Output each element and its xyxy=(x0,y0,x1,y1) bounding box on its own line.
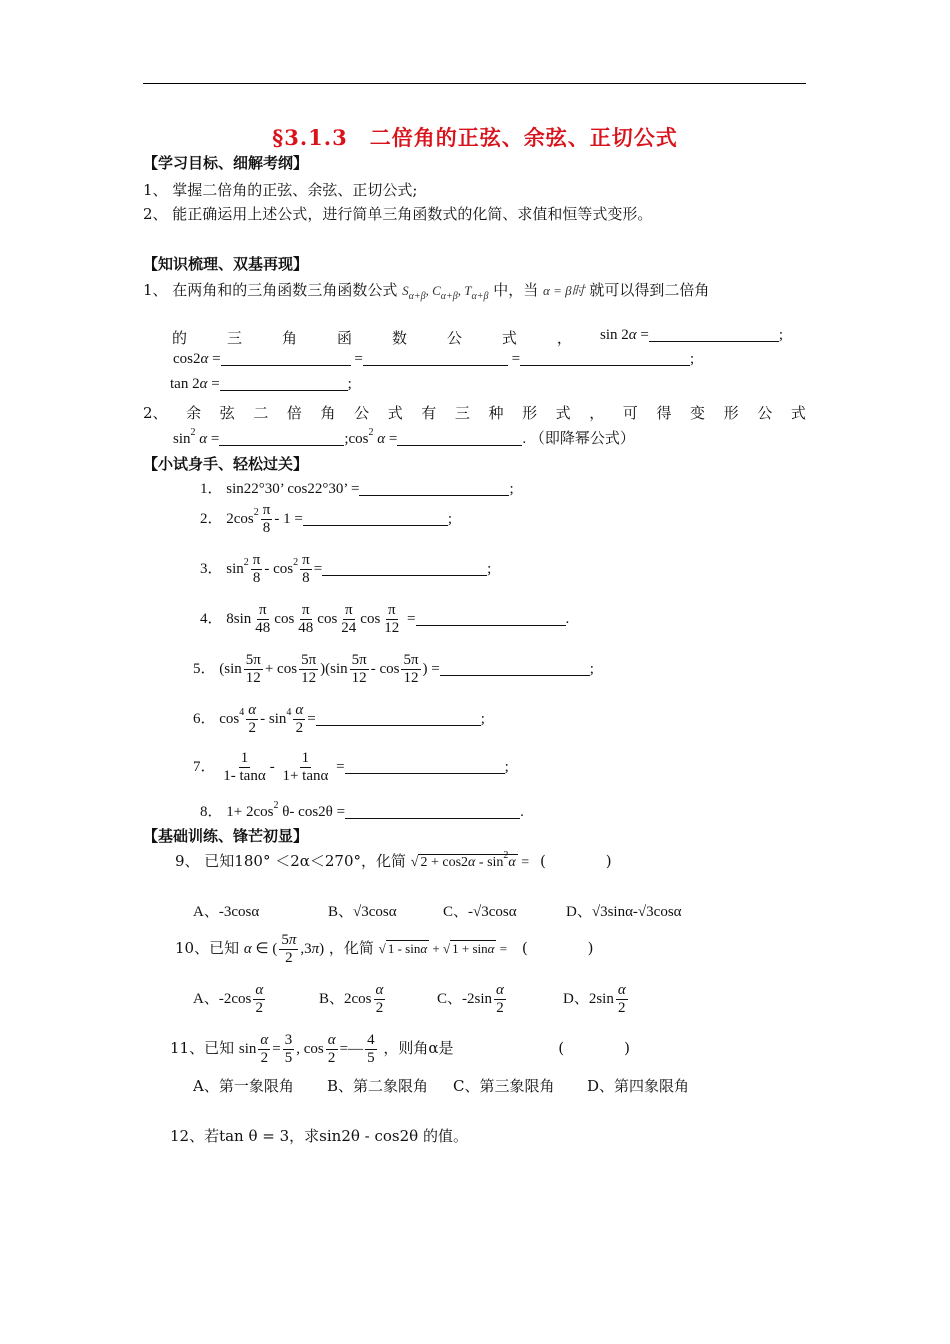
goal-item-2: 2、 能正确运用上述公式，进行简单三角函数式的化简、求值和恒等式变形。 xyxy=(143,205,653,223)
practice-q3: 3． $\sin^2$ $\frac{\pi}{8}$ - $\cos^2$ $\frac{\pi}{8}$ = ; xyxy=(200,552,492,587)
knowledge-item-1: 1、 在两角和的三角函数三角函数公式 $S_{\alpha+\beta}$, $C_{\alpha+\beta}$, $T_{\alpha+\beta}$ 中，当 α = β时 就可以得到二倍角 xyxy=(143,281,710,302)
header-rule xyxy=(143,83,806,84)
section-header-training: 【基础训练、锋芒初显】 xyxy=(143,827,309,845)
practice-q2: 2． $2\cos^2$ $\frac{\pi}{8}$ - 1 = ; xyxy=(200,502,452,537)
question-9: 9、 已知180° ＜2α＜270°，化简 √ $2 + \cos 2\alpha - \sin^2\alpha$ = ( ) xyxy=(175,850,612,870)
practice-q5: 5． (sin $\frac{5\pi}{12}$ + cos $\frac{5\pi}{12}$ )(sin $\frac{5\pi}{12}$ - cos $\frac{5\pi}{12}$ ) = ; xyxy=(193,652,594,687)
practice-q8: 8． $1+ 2\cos^2$ θ- cos2θ = . xyxy=(200,800,524,820)
practice-q7: 7． $\frac{1}{1- \tan\alpha}$ - $\frac{1}{1+ \tan\alpha}$ = ; xyxy=(193,750,509,785)
knowledge-item-2: 2、 余 弦 二 倍 角 公 式 有 三 种 形 式 ， 可 得 变 形 公 式 xyxy=(143,404,806,422)
practice-q6: 6． $\cos^4$ $\frac{\alpha}{2}$ - $\sin^4$ $\frac{\alpha}{2}$ = ; xyxy=(193,702,485,737)
question-11: 11、已知 sin $\frac{\alpha}{2}$ = $\frac{3}{5}$ , cos $\frac{\alpha}{2}$ =— $\frac{4}{5}$ ，则角α是 ( ) xyxy=(170,1032,630,1067)
practice-q4: 4． 8sin $\frac{\pi}{48}$ cos $\frac{\pi}{48}$ cos $\frac{\pi}{24}$ cos $\frac{\pi}{12}$ = . xyxy=(200,602,570,637)
page-title: §3.1.3 二倍角的正弦、余弦、正切公式 xyxy=(272,125,678,150)
section-header-goals: 【学习目标、细解考纲】 xyxy=(143,154,309,172)
question-12: 12、若tan θ = 3，求sin2θ - cos2θ 的值。 xyxy=(170,1127,468,1145)
question-10: 10、已知 α ∈ ( $\frac{5\pi}{2}$ ,3π) ，化简 √ 1 - sinα + √ 1 + sinα = ( ) xyxy=(175,932,594,967)
sin2a-formula: sin 2α = ; xyxy=(600,327,784,343)
section-header-practice: 【小试身手、轻松过关】 xyxy=(143,455,309,473)
practice-q1: 1． sin22°30’ cos22°30’ = ; xyxy=(200,481,514,497)
goal-item-1: 1、 掌握二倍角的正弦、余弦、正切公式; xyxy=(143,181,418,199)
cos2a-formula: cos2α = = = ; xyxy=(173,351,695,367)
power-reduction-formulas: $\sin^2 \alpha$ = $;\cos^2$ α = . （即降幂公式） xyxy=(173,427,635,447)
knowledge-item-1-line2: 的 三 角 函 数 公 式 ， xyxy=(172,329,572,347)
section-header-knowledge: 【知识梳理、双基再现】 xyxy=(143,255,309,273)
tan2a-formula: tan 2α = ; xyxy=(170,376,352,392)
